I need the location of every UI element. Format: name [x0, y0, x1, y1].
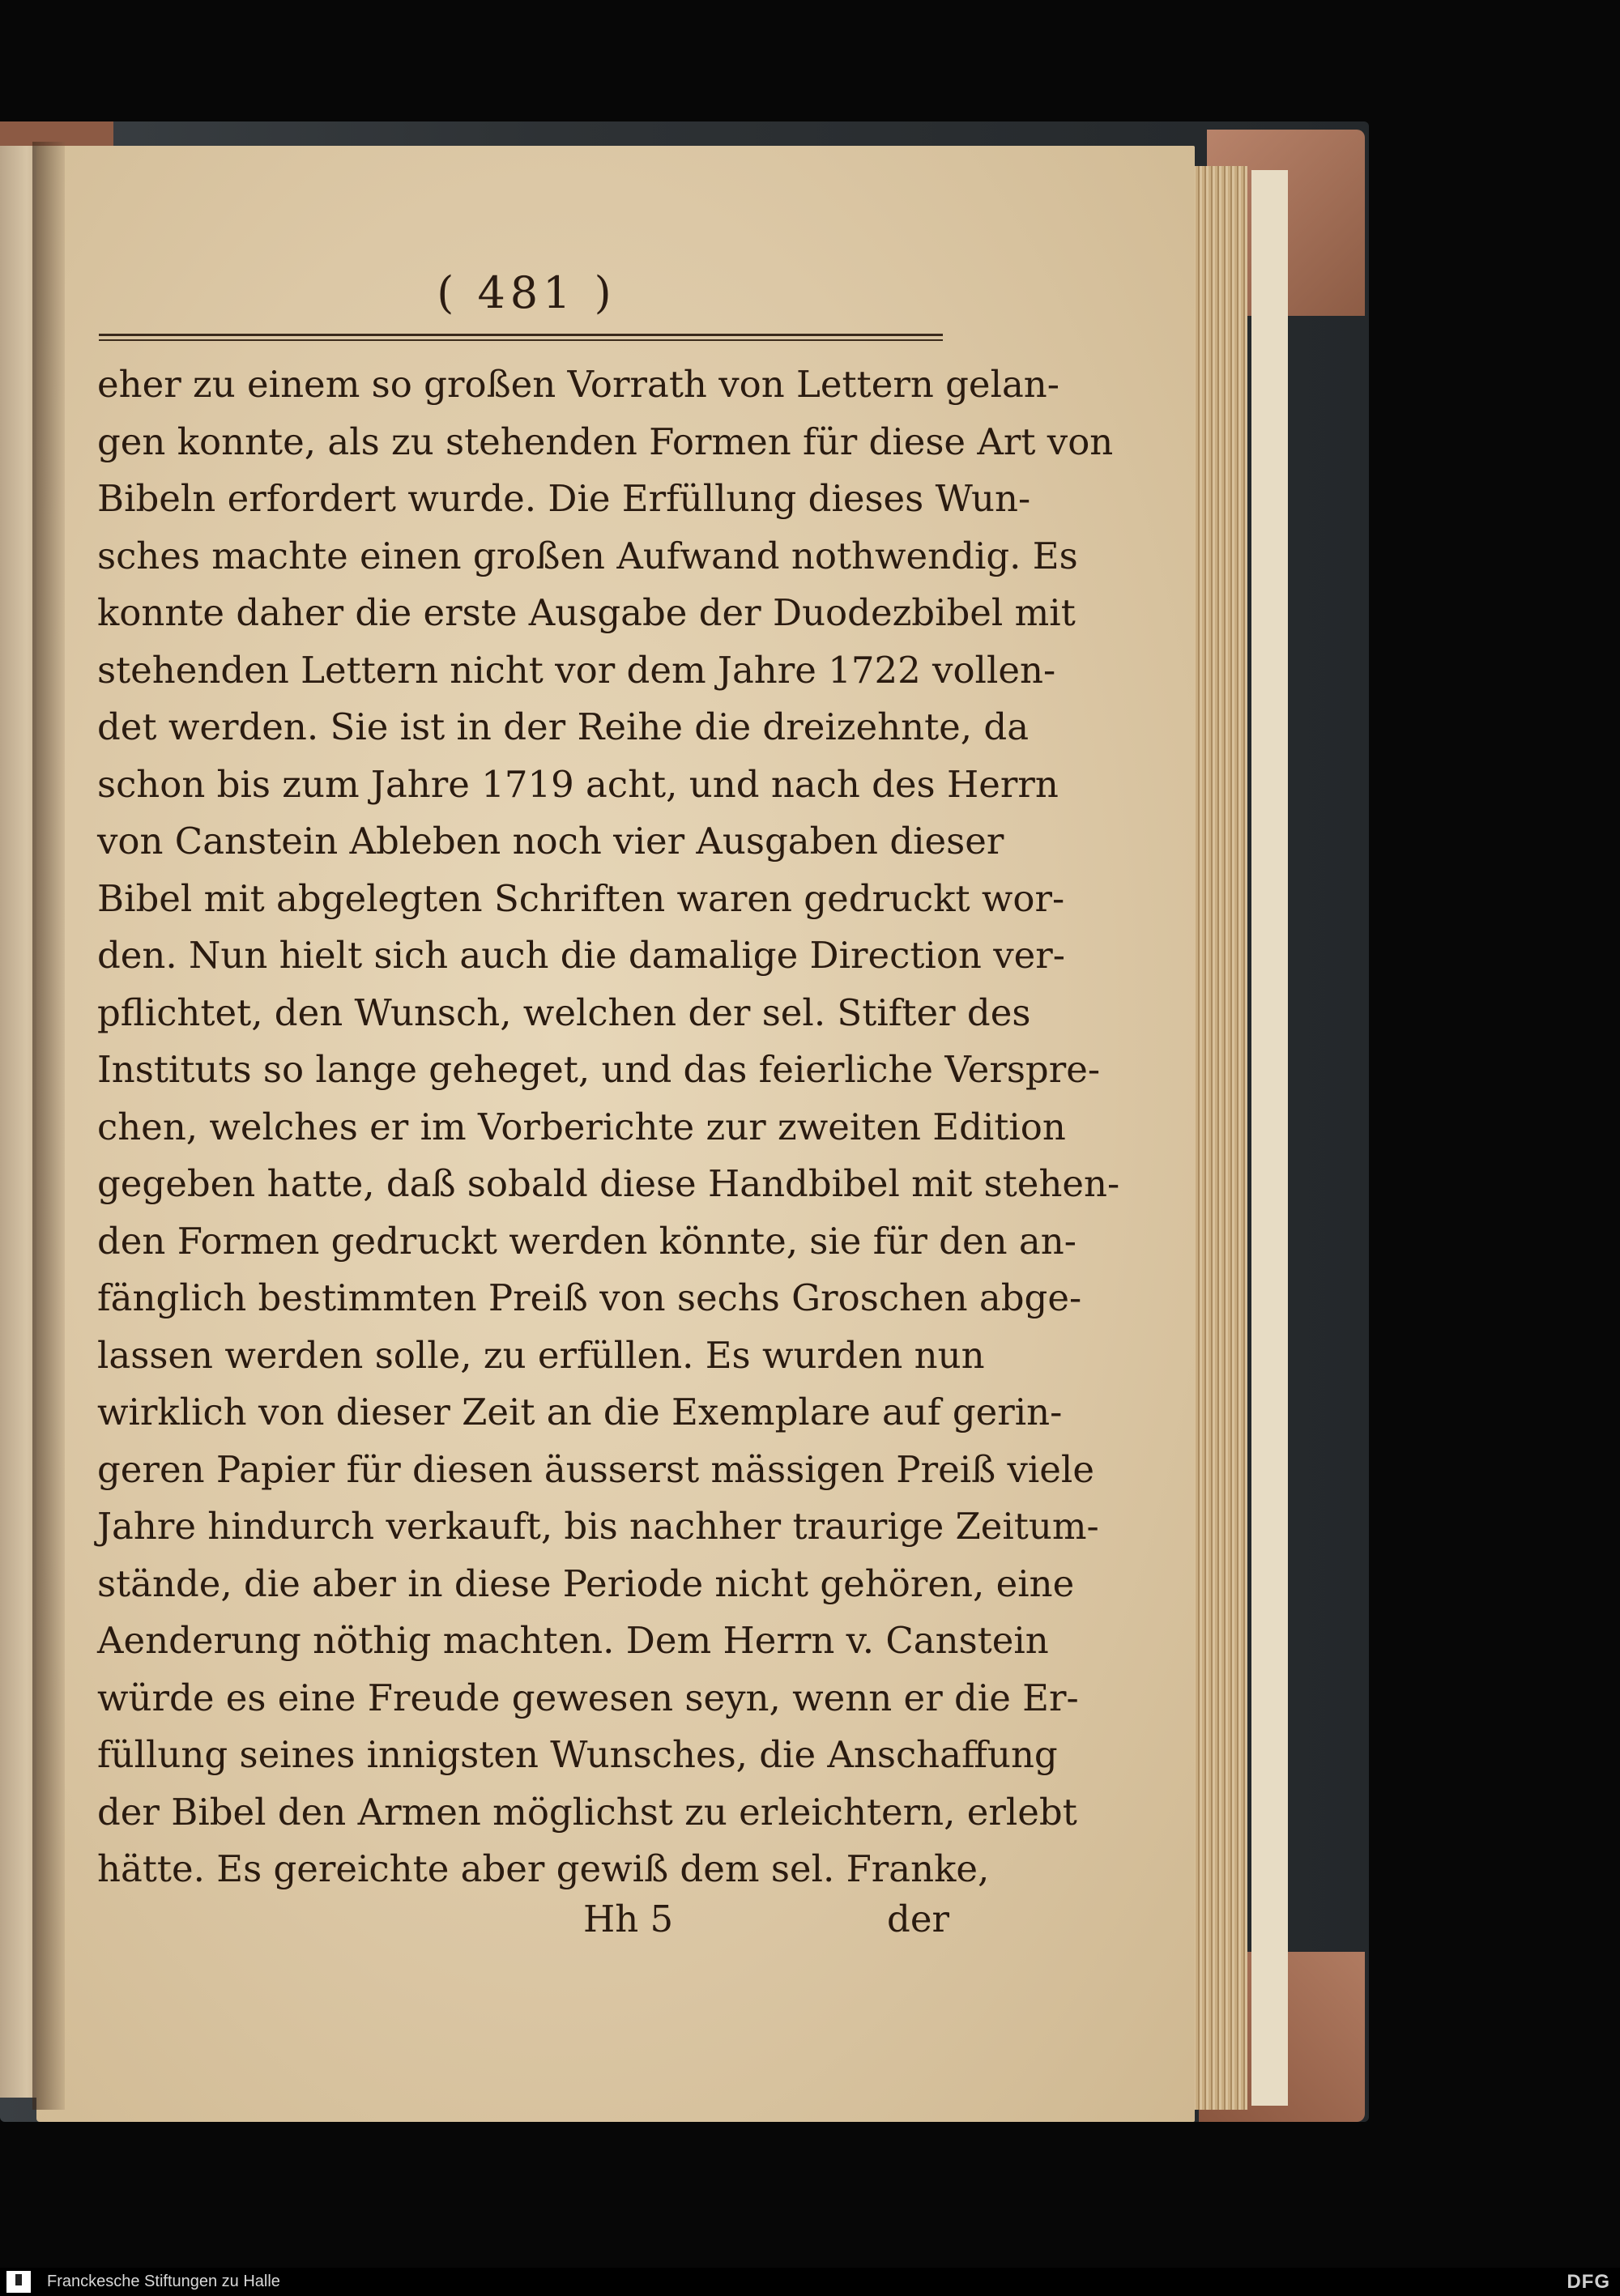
text-line: hätte. Es gereichte aber gewiß dem sel. Franke,: [97, 1847, 990, 1890]
text-line: Instituts so lange geheget, und das feierliche Verspre-: [97, 1048, 1101, 1091]
text-line: eher zu einem so großen Vorrath von Lettern gelan-: [97, 363, 1059, 406]
text-line: gegeben hatte, daß sobald diese Handbibel mit stehen-: [97, 1162, 1120, 1205]
text-line: von Canstein Ableben noch vier Ausgaben dieser: [97, 820, 1004, 863]
text-line: konnte daher die erste Ausgabe der Duodezbibel mit: [97, 591, 1076, 634]
text-line: würde es eine Freude gewesen seyn, wenn er die Er-: [97, 1676, 1079, 1719]
text-line: Bibeln erfordert wurde. Die Erfüllung dieses Wun-: [97, 477, 1031, 520]
dfg-logo: DFG: [1567, 2271, 1610, 2293]
text-line: der Bibel den Armen möglichst zu erleichtern, erlebt: [97, 1790, 1077, 1834]
header-rule: [99, 334, 943, 345]
body-text: [97, 356, 1120, 1898]
page-number: ( 481 ): [437, 267, 616, 318]
text-line: pflichtet, den Wunsch, welchen der sel. Stifter des: [97, 990, 1031, 1034]
text-line: sches machte einen großen Aufwand nothwendig. Es: [97, 534, 1078, 577]
text-line: den Formen gedruckt werden könnte, sie für den an-: [97, 1219, 1076, 1263]
text-line: schon bis zum Jahre 1719 acht, und nach des Herrn: [97, 762, 1059, 806]
text-line: stehenden Lettern nicht vor dem Jahre 1722 vollen-: [97, 648, 1056, 692]
text-line: Jahre hindurch verkauft, bis nachher traurige Zeitum-: [97, 1505, 1099, 1548]
gutter-shadow: [32, 142, 65, 2110]
text-line: füllung seines innigsten Wunsches, die Anschaffung: [97, 1733, 1058, 1776]
signature-mark: Hh 5: [583, 1898, 674, 1940]
page-block-edge-light: [1251, 170, 1288, 2106]
catchword: der: [887, 1898, 949, 1940]
text-line: chen, welches er im Vorberichte zur zweiten Edition: [97, 1105, 1066, 1148]
text-line: geren Papier für diesen äusserst mässigen Preiß viele: [97, 1447, 1094, 1491]
text-line: wirklich von dieser Zeit an die Exemplare auf gerin-: [97, 1391, 1063, 1433]
text-line: det werden. Sie ist in der Reihe die dreizehnte, da: [97, 705, 1030, 748]
text-line: stände, die aber in diese Periode nicht gehören, eine: [97, 1561, 1075, 1605]
institution-credit: Franckesche Stiftungen zu Halle: [47, 2273, 280, 2290]
text-line: Aenderung nöthig machten. Dem Herrn v. Canstein: [97, 1619, 1049, 1662]
text-line: fänglich bestimmten Preiß von sechs Groschen abge-: [97, 1276, 1082, 1319]
page-footer: [97, 1891, 949, 1948]
text-line: lassen werden solle, zu erfüllen. Es wurden nun: [97, 1333, 985, 1377]
text-line: gen konnte, als zu stehenden Formen für diese Art von: [97, 420, 1114, 463]
text-line: den. Nun hielt sich auch die damalige Direction ver-: [97, 934, 1065, 977]
viewer-footer-bar: [0, 2268, 1620, 2296]
text-line: Bibel mit abgelegten Schriften waren gedruckt wor-: [97, 876, 1065, 920]
institution-logo-icon: [6, 2271, 31, 2293]
